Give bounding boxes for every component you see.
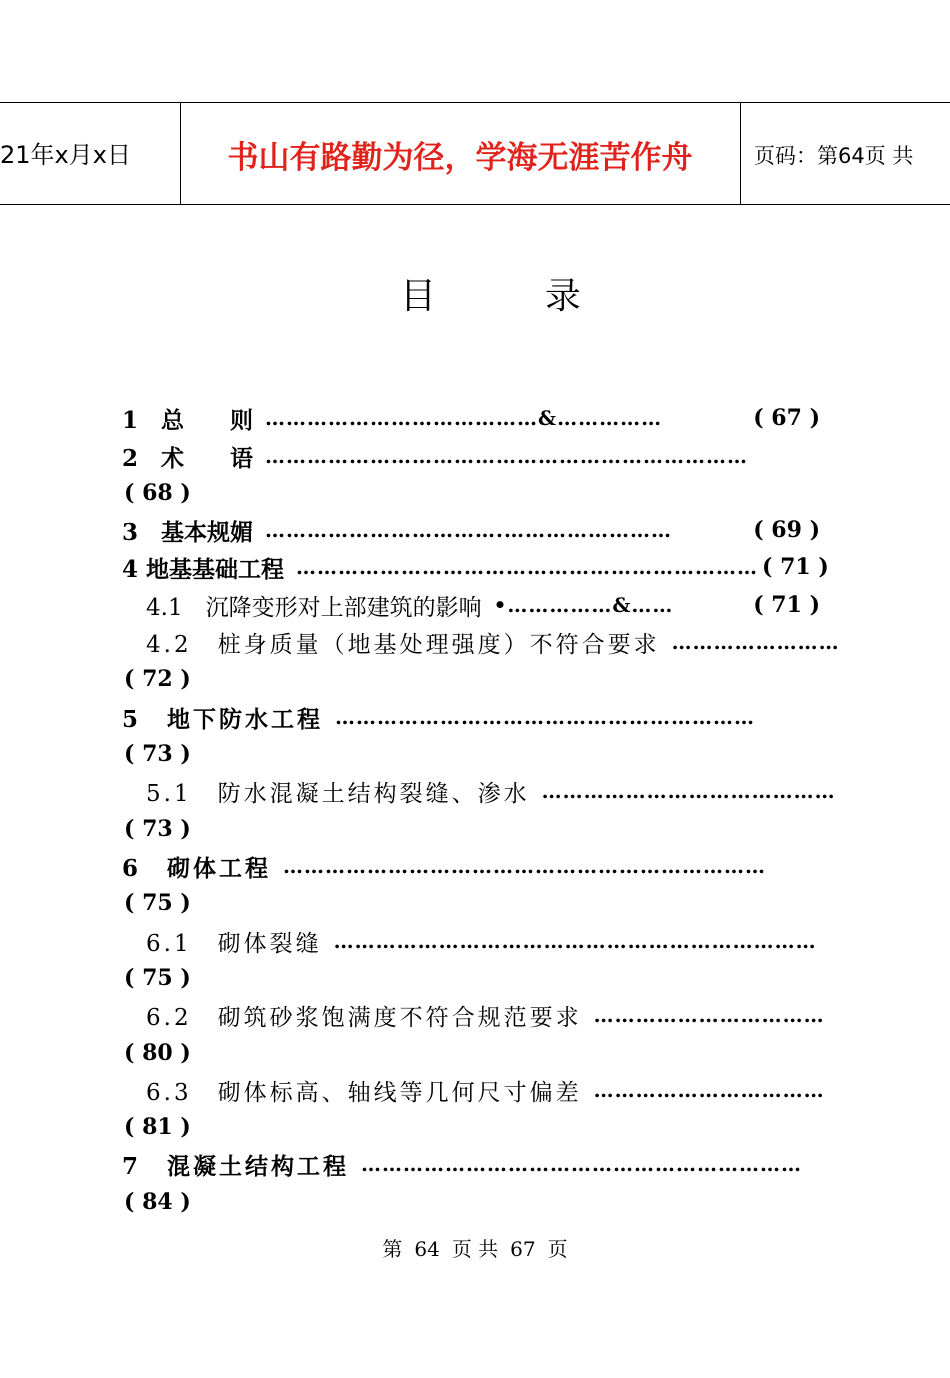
toc-leader: •……………&…… [493, 593, 674, 617]
toc-leader: …………………………… [593, 1003, 825, 1027]
toc-leader: ……………………………………………………… [361, 1152, 803, 1176]
toc-page: ( 71 ) [753, 592, 820, 618]
header-page-info: 页码：第64页 共 [754, 144, 914, 168]
toc-page: ( 75 ) [124, 890, 191, 916]
toc-entry-3[interactable] [122, 514, 820, 546]
title-char-1: 目 [400, 276, 437, 317]
header-divider-right [740, 102, 741, 204]
toc-entry-6-1[interactable] [146, 925, 820, 957]
toc-entry-6[interactable] [122, 850, 820, 882]
footer-mid: 页 共 [451, 1237, 499, 1261]
toc-label: 1 总 则 [122, 406, 254, 434]
footer-current-page: 64 [414, 1237, 440, 1261]
footer-suffix: 页 [547, 1237, 568, 1261]
toc-entry-1[interactable] [122, 402, 820, 434]
toc-label: 4 地基基础工程 [122, 555, 285, 583]
toc-leader: ………………………………………………………… [296, 555, 759, 579]
toc-page: ( 73 ) [124, 741, 191, 767]
toc-leader: …………………………………………………………… [265, 444, 749, 468]
toc-page: ( 67 ) [753, 405, 820, 431]
toc-entry-4-1[interactable] [146, 589, 820, 621]
toc-entry-4[interactable] [122, 551, 829, 583]
toc-label: 5 地下防水工程 [122, 705, 324, 733]
toc-label: 6.1 砌体裂缝 [146, 930, 322, 957]
toc-leader: …………………… [671, 630, 840, 654]
toc-leader: …………………………………&…………… [265, 406, 663, 430]
toc-leader: …………………………………………………………… [333, 929, 817, 953]
toc-label: 5.1 防水混凝土结构裂缝、渗水 [146, 780, 530, 807]
toc-entry-6-2[interactable] [146, 999, 825, 1031]
toc-leader: …………………………………………………… [335, 705, 756, 729]
toc-page: ( 69 ) [753, 517, 820, 543]
toc-label: 6.3 砌体标高、轴线等几何尺寸偏差 [146, 1079, 582, 1106]
toc-label: 3 基本规媚 [122, 518, 254, 546]
toc-label: 7 混凝土结构工程 [122, 1152, 350, 1180]
toc-entry-2[interactable] [122, 440, 820, 472]
toc-page: ( 73 ) [124, 816, 191, 842]
toc-leader: …………………………………… [541, 779, 836, 803]
header-top-border [0, 102, 950, 103]
toc-leader: …………………………………………………………… [283, 854, 767, 878]
toc-page: ( 75 ) [124, 965, 191, 991]
header-date: 21年x月x日 [0, 141, 131, 169]
toc-entry-5-1[interactable] [146, 775, 836, 807]
toc-label: 4.2 桩身质量（地基处理强度）不符合要求 [146, 631, 660, 658]
toc-page: ( 68 ) [124, 480, 191, 506]
toc-leader: …………………………… [593, 1078, 825, 1102]
toc-label: 4.1 沉降变形对上部建筑的影响 [146, 594, 482, 621]
toc-entry-5[interactable] [122, 701, 820, 733]
toc-label: 2 术 语 [122, 444, 254, 472]
toc-page: ( 84 ) [124, 1189, 191, 1215]
toc-entry-6-3[interactable] [146, 1074, 825, 1106]
toc-leader: …………………………….…………………… [265, 518, 672, 542]
footer-prefix: 第 [382, 1237, 403, 1261]
toc-entry-4-2[interactable] [146, 626, 840, 658]
page-title [400, 268, 581, 319]
toc-page: ( 81 ) [124, 1114, 191, 1140]
toc-label: 6 砌体工程 [122, 854, 272, 882]
title-char-2: 录 [544, 276, 581, 317]
toc-page: ( 72 ) [124, 666, 191, 692]
toc-entry-7[interactable] [122, 1148, 820, 1180]
footer-total-pages: 67 [510, 1237, 536, 1261]
page-footer [0, 1233, 950, 1262]
toc-page: ( 71 ) [762, 554, 829, 580]
toc-page: ( 80 ) [124, 1040, 191, 1066]
toc-label: 6.2 砌筑砂浆饱满度不符合规范要求 [146, 1004, 582, 1031]
header-bottom-border [0, 204, 950, 205]
header-motto: 书山有路勤为径，学海无涯苦作舟 [227, 140, 693, 176]
